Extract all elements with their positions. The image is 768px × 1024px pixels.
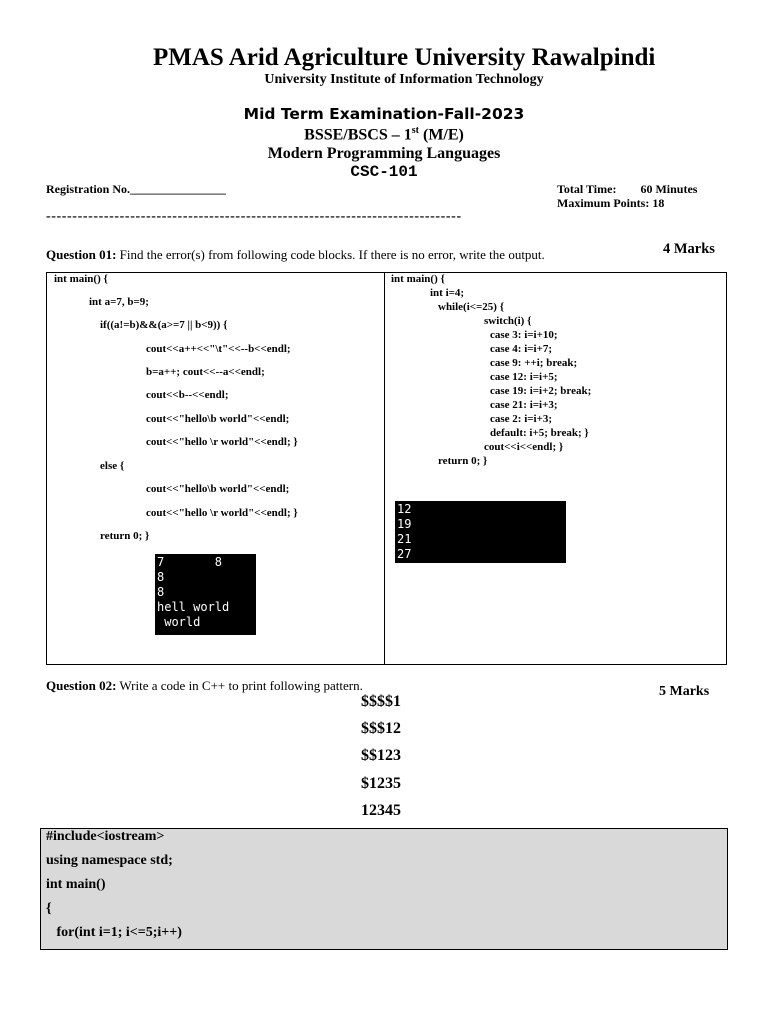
total-time-value: 60 Minutes [640, 182, 698, 196]
question-2-marks: 5 Marks [659, 684, 710, 699]
table-divider [384, 272, 385, 665]
output-line: 12 [397, 502, 412, 516]
code-line: case 19: i=i+2; break; [490, 385, 592, 397]
question-2-label: Question 02: [46, 678, 117, 693]
university-title: PMAS Arid Agriculture University Rawalpindi [153, 44, 656, 71]
program-line [0, 125, 768, 144]
pattern-line: 12345 [361, 802, 401, 819]
course-code: CSC-101 [350, 163, 418, 181]
code-line: int main() { [54, 273, 108, 285]
course-title: Modern Programming Languages [267, 145, 501, 162]
code-line: case 4: i=i+7; [490, 343, 553, 355]
code-line: int main() { [391, 273, 445, 285]
code-line: case 9: ++i; break; [490, 357, 578, 369]
code-line: cout<<a++<<"\t"<<--b<<endl; [146, 343, 291, 355]
total-time-label: Total Time: [557, 182, 617, 196]
answer-code-line: using namespace std; [46, 853, 173, 868]
question-2 [46, 678, 363, 694]
code-line: cout<<b--<<endl; [146, 389, 229, 401]
output-line: 21 [397, 532, 412, 546]
pattern-line: $$123 [361, 747, 401, 764]
code-line: cout<<i<<endl; } [484, 441, 564, 453]
code-line: case 2: i=i+3; [490, 413, 553, 425]
program-suffix: (M/E) [418, 126, 464, 144]
code-line: int a=7, b=9; [89, 296, 149, 308]
question-1-label: Question 01: [46, 247, 117, 262]
code-line: cout<<"hello \r world"<<endl; } [146, 436, 298, 448]
code-line: return 0; } [438, 455, 488, 467]
output-line: 7 8 [157, 555, 223, 569]
code-line: else { [100, 460, 125, 472]
code-line: switch(i) { [484, 315, 532, 327]
question-1-marks: 4 Marks [663, 241, 715, 257]
output-line: world [157, 615, 201, 629]
code-line: case 12: i=i+5; [490, 371, 558, 383]
separator-line: ------------------------------------------------------------------------------- [46, 209, 462, 224]
output-line: hell world [157, 600, 230, 614]
output-line: 8 [157, 570, 165, 584]
code-line: cout<<"hello \r world"<<endl; } [146, 507, 298, 519]
answer-code-line: int main() [46, 877, 106, 892]
question-1-text: Find the error(s) from following code blocks. If there is no error, write the output. [116, 247, 545, 262]
output-line: 8 [157, 585, 165, 599]
code-line: b=a++; cout<<--a<<endl; [146, 366, 265, 378]
code-line: if((a!=b)&&(a>=7 || b<9)) { [100, 319, 228, 331]
code-line: return 0; } [100, 530, 150, 542]
answer-code-line: #include<iostream> [46, 829, 165, 844]
code-line: case 3: i=i+10; [490, 329, 558, 341]
output-terminal-left [155, 554, 256, 635]
program-prefix: BSSE/BSCS – 1 [304, 126, 412, 144]
output-line: 19 [397, 517, 412, 531]
total-time [557, 182, 697, 197]
institute-title: University Institute of Information Technology [264, 72, 544, 87]
pattern-line: $1235 [361, 775, 401, 792]
answer-code-line: for(int i=1; i<=5;i++) [46, 925, 182, 940]
code-line: int i=4; [430, 287, 465, 299]
code-line: case 21: i=i+3; [490, 399, 558, 411]
pattern-line: $$$12 [361, 720, 401, 737]
maximum-points: Maximum Points: 18 [557, 196, 665, 210]
question-2-text: Write a code in C++ to print following pattern. [116, 678, 363, 693]
exam-title: Mid Term Examination-Fall-2023 [243, 105, 525, 123]
code-line: default: i+5; break; } [490, 427, 589, 439]
pattern-line: $$$$1 [361, 693, 401, 710]
program-sup: st [411, 125, 419, 136]
code-line: cout<<"hello\b world"<<endl; [146, 483, 290, 495]
registration-field: Registration No.________________ [46, 182, 226, 196]
answer-code-line: { [46, 901, 52, 916]
output-line: 27 [397, 547, 412, 561]
code-line: while(i<=25) { [438, 301, 505, 313]
code-line: cout<<"hello\b world"<<endl; [146, 413, 290, 425]
question-1 [46, 247, 545, 263]
output-terminal-right [395, 501, 566, 563]
